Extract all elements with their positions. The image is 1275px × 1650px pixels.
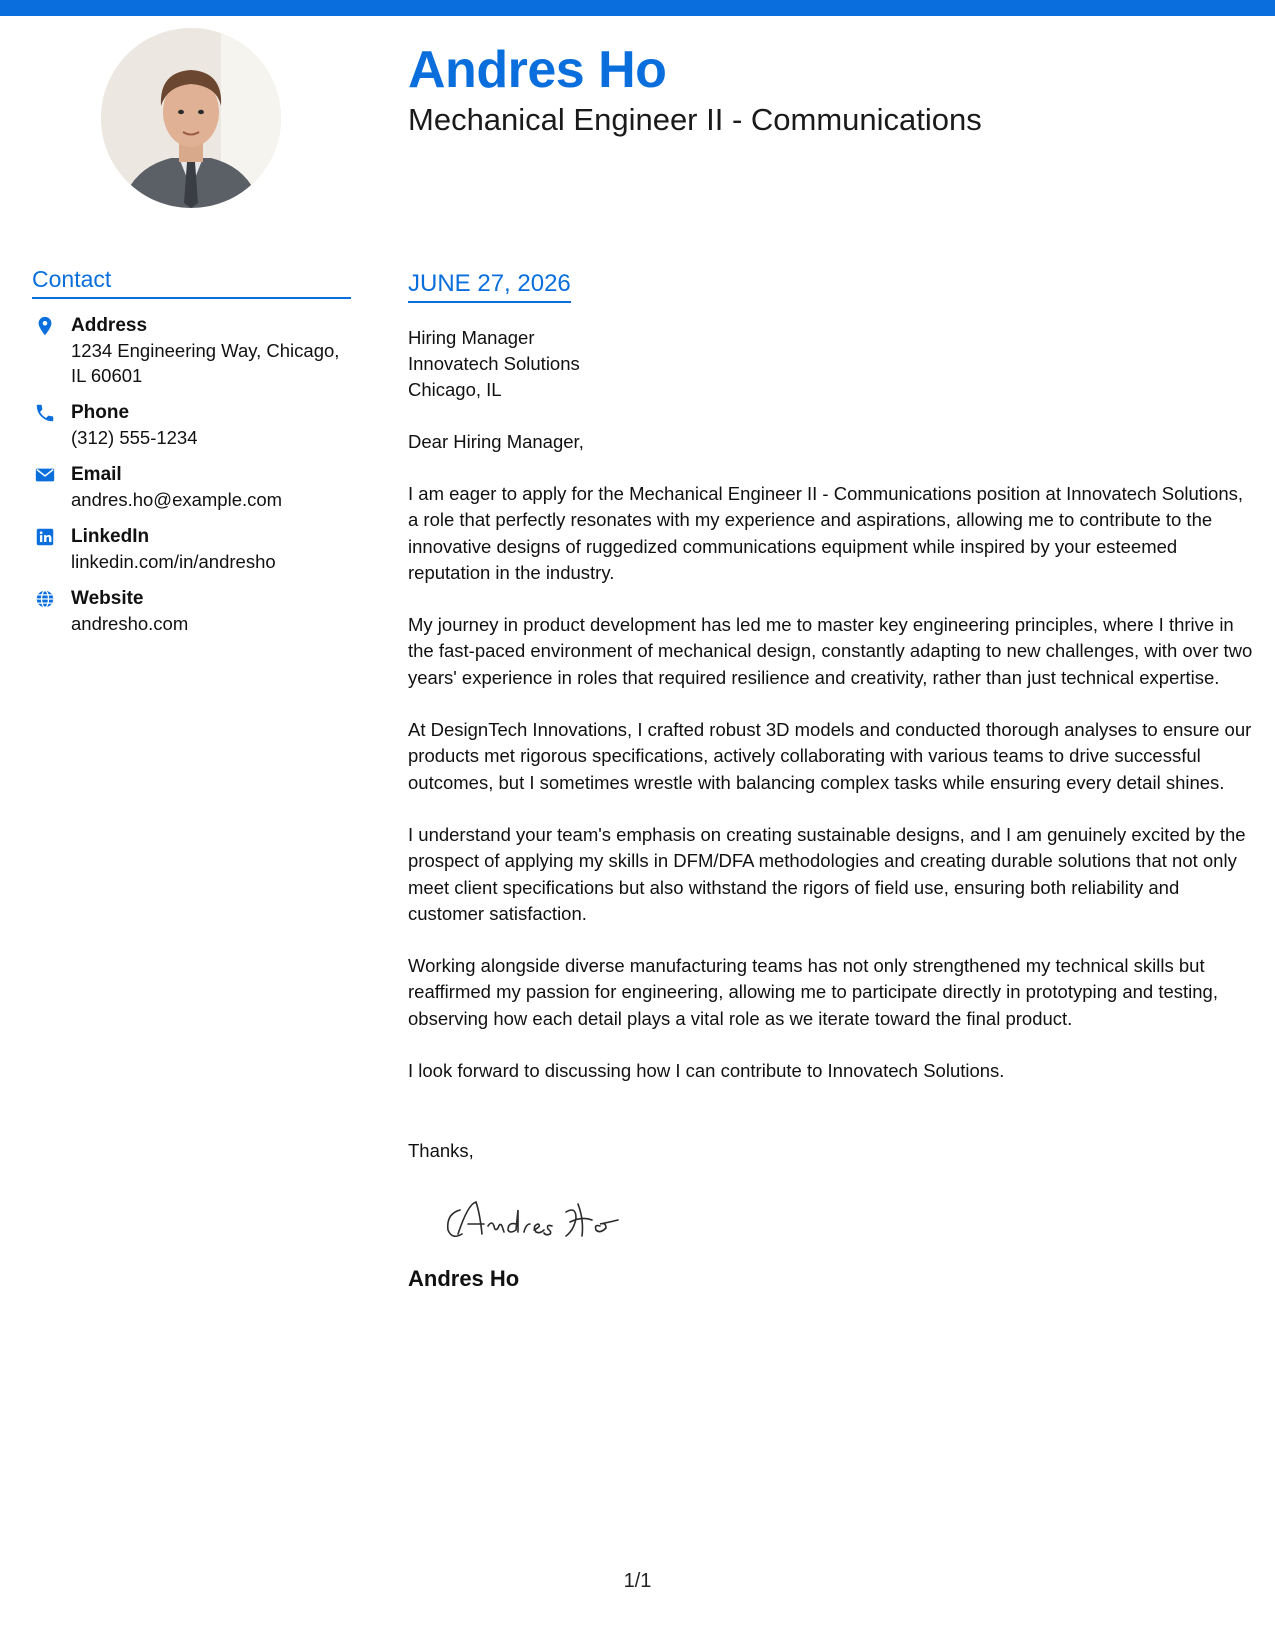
letter-date: JUNE 27, 2026	[408, 270, 571, 303]
contact-label: Address	[71, 315, 148, 336]
letter-paragraph: Working alongside diverse manufacturing teams has not only strengthened my technical skills but reaffirmed my passion for engineering, allowing me to participate directly in prototyping and testing, observing how each detail plays a vital role as we iterate toward the final product.	[408, 955, 1218, 1029]
profile-photo	[101, 28, 281, 208]
page-number: 1/1	[623, 1570, 652, 1592]
applicant-title: Mechanical Engineer II - Communications	[408, 102, 982, 137]
letter-paragraph: I look forward to discussing how I can contribute to Innovatech Solutions.	[408, 1060, 1005, 1082]
contact-email	[32, 462, 351, 512]
contact-website	[32, 586, 351, 636]
phone-icon	[34, 402, 56, 424]
linkedin-icon	[34, 526, 56, 548]
letter-paragraph: I understand your team's emphasis on creating sustainable designs, and I am genuinely excited by the prospect of applying my skills in DFM/DFA methodologies and creating durable solutions that not only meet client specifications but also withstand the rigors of field use, ensuring both reliability and customer satisfaction.	[408, 823, 1246, 924]
contact-value: 1234 Engineering Way, Chicago, IL 60601	[71, 340, 340, 386]
recipient-block	[408, 325, 1253, 403]
recipient-line: Chicago, IL	[408, 379, 502, 400]
letter-paragraph: At DesignTech Innovations, I crafted robust 3D models and conducted thorough analyses to ensure our products met rigorous specifications, actively collaborating with various teams to drive successful outcomes, but I sometimes wrestle with balancing complex tasks while ensuring every detail shines.	[408, 719, 1252, 793]
contact-address	[32, 313, 351, 388]
contact-value[interactable]: andresho.com	[71, 613, 189, 634]
signer-name: Andres Ho	[408, 1266, 520, 1292]
location-pin-icon	[34, 315, 56, 337]
closing: Thanks,	[408, 1140, 474, 1162]
contact-label: Email	[71, 464, 122, 485]
handwritten-signature	[442, 1190, 642, 1246]
salutation: Dear Hiring Manager,	[408, 431, 584, 452]
top-accent-bar	[0, 0, 1275, 16]
contact-heading: Contact	[32, 266, 351, 299]
contact-label: Phone	[71, 402, 130, 423]
letter-paragraph: I am eager to apply for the Mechanical Engineer II - Communications position at Innovatech Solutions, a role that perfectly resonates with my experience and aspirations, allowing me to contribute to the innovative designs of ruggedized communications equipment while inspired by your esteemed reputation in the industry.	[408, 483, 1244, 583]
envelope-icon	[34, 464, 56, 486]
avatar	[101, 28, 281, 208]
letter-body	[408, 270, 1253, 1292]
contact-value[interactable]: andres.ho@example.com	[71, 489, 283, 510]
contact-phone	[32, 400, 351, 450]
letter-paragraph: My journey in product development has led me to master key engineering principles, where I thrive in the fast-paced environment of mechanical design, constantly adapting to new challenges, with over two years' experience in roles that required resilience and creativity, rather than just technical expertise.	[408, 614, 1253, 688]
recipient-line: Innovatech Solutions	[408, 353, 580, 374]
contact-linkedin	[32, 524, 351, 574]
recipient-line: Hiring Manager	[408, 327, 535, 348]
applicant-name: Andres Ho	[408, 41, 667, 99]
contact-label: Website	[71, 588, 144, 609]
contact-sidebar	[32, 266, 351, 648]
contact-label: LinkedIn	[71, 526, 150, 547]
globe-icon	[34, 588, 56, 610]
contact-value[interactable]: linkedin.com/in/andresho	[71, 551, 276, 572]
contact-value[interactable]: (312) 555-1234	[71, 427, 198, 448]
